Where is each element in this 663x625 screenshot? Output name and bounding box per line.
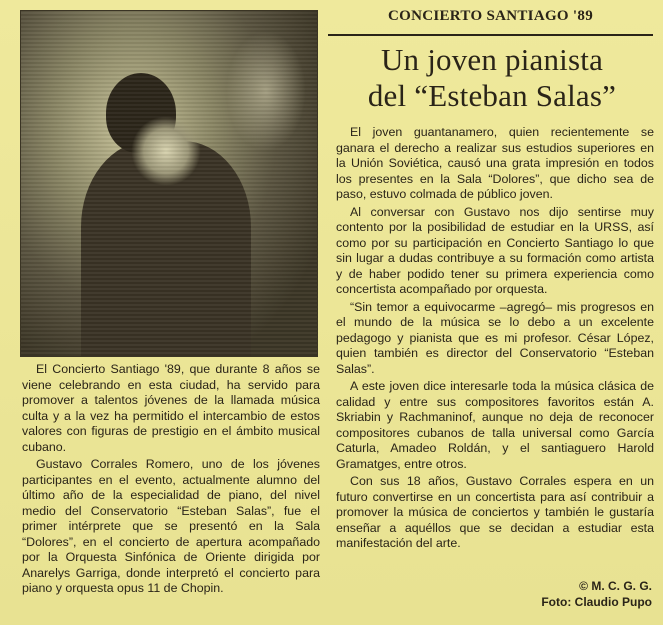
headline-line-2: del “Esteban Salas” <box>367 78 617 113</box>
credits <box>470 578 652 610</box>
byline: © M. C. G. G. <box>579 579 652 593</box>
left-column <box>22 362 320 599</box>
right-paragraph-5: Con sus 18 años, Gustavo Corrales espera en un futuro convertirse en un concertista para así contribuir a promover la música de conciertos y también le gustaría enseñar a aquéllos que se decidan a estudiar esta manifestación del arte. <box>336 474 654 550</box>
pianist-photo <box>20 10 318 357</box>
right-paragraph-4: A este joven dice interesarle toda la música clásica de calidad y entre sus compositores favoritos están A. Skriabin y Rachmaninof, aunque no deja de reconocer compositores cubanos de talla universal como García Caturla, Amadeo Roldán, y el santiaguero Harold Gramatges, entre otros. <box>336 379 654 471</box>
kicker-rule <box>328 34 653 36</box>
headline-line-1: Un joven pianista <box>380 42 604 77</box>
right-paragraph-2: Al conversar con Gustavo nos dijo sentirse muy contento por la posibilidad de estudiar en la URSS, así como por su participación en Concierto Santiago lo que sin lugar a dudas contribuye a su formación como artista y de haber podido tener su primera experiencia como concertista acompañado por orquesta. <box>336 204 654 296</box>
right-column <box>336 125 654 554</box>
right-paragraph-3: “Sin temor a equivocarme –agregó– mis progresos en el mundo de la música se lo debo a un excelente pedagogo y pianista que es mi profesor. César López, quien también es director del Conservatorio “Esteban Salas”. <box>336 299 654 376</box>
photo-credit: Foto: Claudio Pupo <box>541 595 652 609</box>
left-paragraph-2: Gustavo Corrales Romero, uno de los jóvenes participantes en el evento, actualmente alumno del último año de la especialidad de piano, del nivel medio del Conservatorio “Esteban Salas”, fue el primer intérprete que se presentó en la Sala “Dolores”, en el concierto de apertura acompañado por la Orquesta Sinfónica de Oriente dirigida por Anarelys Garriga, donde interpretó el concierto para piano y orquesta opus 11 de Chopin. <box>22 457 320 595</box>
section-kicker: CONCIERTO SANTIAGO '89 <box>388 8 593 24</box>
photo-halftone <box>21 11 317 356</box>
right-paragraph-1: El joven guantanamero, quien recientemente se ganara el derecho a realizar sus estudios superiores en la Unión Soviética, causó una grata impresión en todos los presentes en la Sala “Dolores”, que dicho sea de paso, estuvo colmada de público joven. <box>336 125 654 201</box>
left-paragraph-1: El Concierto Santiago '89, que durante 8 años se viene celebrando en esta ciudad, ha servido para promover a talentos jóvenes de la llamada música culta y a la vez ha permitido el intercambio de estos valores con figuras de prestigio en el ámbito musical cubano. <box>22 362 320 454</box>
headline <box>332 42 652 114</box>
